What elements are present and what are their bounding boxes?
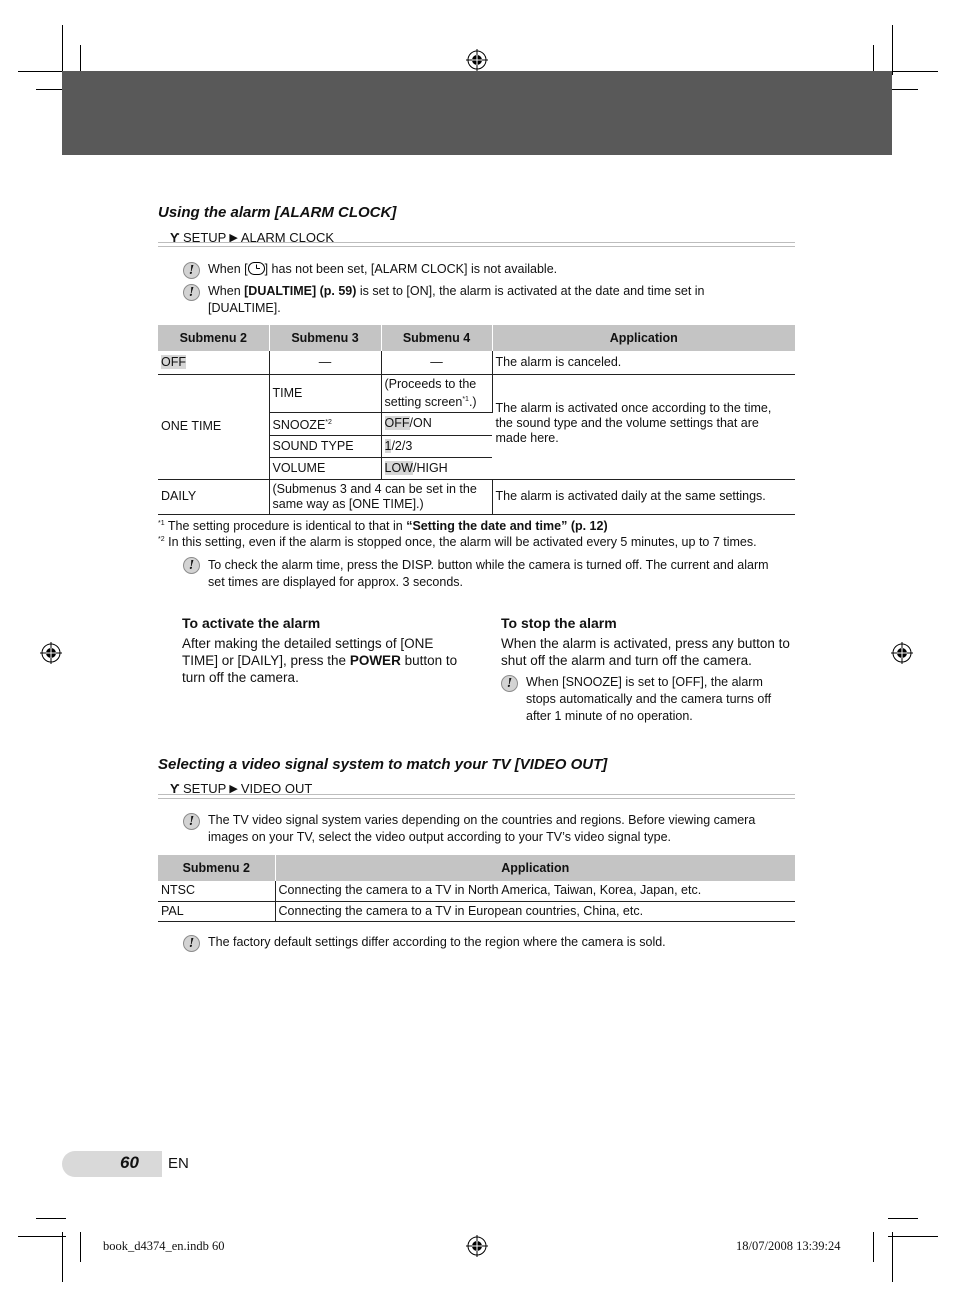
table-cell: Connecting the camera to a TV in North America, Taiwan, Korea, Japan, etc. xyxy=(275,881,795,901)
table-row xyxy=(158,881,795,901)
caution-note xyxy=(183,934,788,952)
power-key-label: POWER xyxy=(349,653,401,668)
stop-text: When the alarm is activated, press any button to shut off the alarm and turn off the camera. xyxy=(501,636,790,668)
table-cell: TIME xyxy=(269,374,381,412)
table-row xyxy=(158,351,795,374)
note-text: The factory default settings differ according to the region where the camera is sold. xyxy=(208,935,666,949)
default-value: LOW xyxy=(384,460,413,475)
path-rule xyxy=(158,794,795,799)
table-cell xyxy=(158,351,269,374)
path-setup-label: SETUP xyxy=(183,781,227,796)
caution-note xyxy=(183,556,778,591)
table-header: Submenu 3 xyxy=(269,325,381,351)
registration-mark-icon xyxy=(40,642,62,664)
footnote-mark: *1 xyxy=(158,519,165,527)
setup-wrench-icon: Ƴ xyxy=(170,781,181,796)
table-row xyxy=(158,479,795,514)
note-text: is set to [ON], the alarm is activated at the date and time set in [DUALTIME]. xyxy=(208,284,705,315)
footnote-reference: “Setting the date and time” (p. 12) xyxy=(406,519,608,533)
table-cell: The alarm is activated once according to the time, the sound type and the volume settings that are made here. xyxy=(492,374,795,479)
page-number: 60 xyxy=(120,1153,139,1172)
table-cell xyxy=(381,374,492,412)
path-item-label: VIDEO OUT xyxy=(240,781,313,796)
note-text: When [SNOOZE] is set to [OFF], the alarm stops automatically and the camera turns off after 1 minute of no operation. xyxy=(526,675,772,723)
crop-mark xyxy=(888,1236,938,1237)
body-text: After making the detailed settings of [ONE TIME] or [DAILY], press the xyxy=(182,636,434,668)
path-setup-label: SETUP xyxy=(183,230,227,245)
table-cell xyxy=(381,412,492,435)
footnote xyxy=(158,519,608,533)
footnote xyxy=(158,535,757,549)
table-cell: The alarm is canceled. xyxy=(492,351,795,374)
crop-mark xyxy=(18,1236,66,1237)
path-item-label: ALARM CLOCK xyxy=(240,230,335,245)
table-header-row xyxy=(158,325,795,351)
cell-text: .) xyxy=(468,394,477,409)
page-number-pill xyxy=(62,1151,162,1177)
table-cell: PAL xyxy=(158,901,275,921)
table-cell: DAILY xyxy=(158,479,269,514)
footnote-ref: *1 xyxy=(462,395,469,403)
crop-mark xyxy=(36,1218,66,1219)
table-cell xyxy=(269,412,381,435)
default-value: OFF xyxy=(161,354,186,369)
registration-mark-icon xyxy=(466,1235,488,1257)
cell-text: /2/3 xyxy=(391,438,413,453)
default-value: OFF xyxy=(384,416,410,431)
caution-icon: ! xyxy=(501,675,518,692)
cell-text: /ON xyxy=(409,416,432,431)
stop-heading: To stop the alarm xyxy=(501,615,617,631)
table-header: Application xyxy=(492,325,795,351)
caution-icon: ! xyxy=(183,813,200,830)
caution-note xyxy=(183,812,788,846)
table-header: Application xyxy=(275,855,795,881)
table-cell: (Submenus 3 and 4 can be set in the same way as [ONE TIME].) xyxy=(269,479,492,514)
caution-icon: ! xyxy=(183,262,200,279)
header-band xyxy=(62,71,892,155)
registration-mark-icon xyxy=(891,642,913,664)
section-title-video: Selecting a video signal system to match your TV [VIDEO OUT] xyxy=(158,756,608,773)
slug-datetime: 18/07/2008 13:39:24 xyxy=(736,1239,841,1253)
caution-icon: ! xyxy=(183,284,200,301)
caution-icon: ! xyxy=(183,557,200,574)
clock-icon xyxy=(248,262,265,275)
activate-text xyxy=(182,635,462,686)
table-cell: NTSC xyxy=(158,881,275,901)
crop-mark xyxy=(873,1232,874,1262)
path-arrow-icon: ▶ xyxy=(229,232,238,244)
slug-file: book_d4374_en.indb 60 xyxy=(103,1239,225,1253)
body-text: button to turn off the camera. xyxy=(182,653,458,685)
crop-mark xyxy=(62,25,63,75)
table-cell: — xyxy=(269,351,381,374)
registration-mark-icon xyxy=(466,49,488,71)
note-text: When xyxy=(208,284,245,298)
note-text: button while the camera is turned off. The current and alarm set times are displayed for approx. 3 seconds. xyxy=(208,558,769,589)
activate-heading: To activate the alarm xyxy=(182,615,321,631)
page-language: EN xyxy=(168,1155,189,1172)
table-header: Submenu 2 xyxy=(158,855,275,881)
section-title-alarm: Using the alarm [ALARM CLOCK] xyxy=(158,204,397,221)
note-text: To check the alarm time, press the xyxy=(208,558,402,572)
table-cell: ONE TIME xyxy=(158,374,269,479)
cell-text: /HIGH xyxy=(412,460,448,475)
table-cell: SOUND TYPE xyxy=(269,435,381,457)
video-table xyxy=(158,855,795,922)
crop-mark xyxy=(18,71,66,72)
table-cell: VOLUME xyxy=(269,457,381,479)
caution-note xyxy=(501,674,791,725)
note-text: When [ xyxy=(208,262,248,276)
crop-mark xyxy=(892,25,893,75)
note-reference: [DUALTIME] (p. 59) xyxy=(244,284,357,298)
crop-mark xyxy=(892,1232,893,1282)
caution-icon: ! xyxy=(183,935,200,952)
table-row xyxy=(158,374,795,412)
default-value: 1 xyxy=(384,438,392,453)
cell-text: (Proceeds to the setting screen xyxy=(384,376,477,409)
path-arrow-icon: ▶ xyxy=(229,783,238,795)
footnote-mark: *2 xyxy=(158,535,165,543)
crop-mark xyxy=(888,71,938,72)
crop-mark xyxy=(888,89,918,90)
table-header: Submenu 2 xyxy=(158,325,269,351)
footnote-text: In this setting, even if the alarm is stopped once, the alarm will be activated every 5 minutes, up to 7 times. xyxy=(168,535,757,549)
table-cell: — xyxy=(381,351,492,374)
table-row xyxy=(158,901,795,921)
caution-note xyxy=(183,283,743,317)
path-rule xyxy=(158,242,795,247)
table-cell: The alarm is activated daily at the same settings. xyxy=(492,479,795,514)
table-header-row xyxy=(158,855,795,881)
cell-text: SNOOZE xyxy=(272,417,326,432)
crop-mark xyxy=(888,1218,918,1219)
table-header: Submenu 4 xyxy=(381,325,492,351)
note-text: The TV video signal system varies depending on the countries and regions. Before viewing camera images on your TV, select the video output according to your TV’s video signal type. xyxy=(208,813,756,844)
footnote-ref: *2 xyxy=(325,418,332,426)
footnote-text: The setting procedure is identical to that in xyxy=(167,519,407,533)
disp-key-label: DISP. xyxy=(401,557,435,572)
table-cell xyxy=(381,457,492,479)
alarm-table xyxy=(158,325,795,515)
crop-mark xyxy=(62,1232,63,1282)
caution-note xyxy=(183,261,793,279)
table-cell: Connecting the camera to a TV in European countries, China, etc. xyxy=(275,901,795,921)
setup-wrench-icon: Ƴ xyxy=(170,230,181,245)
note-text: ] has not been set, [ALARM CLOCK] is not available. xyxy=(264,262,558,276)
table-cell xyxy=(381,435,492,457)
crop-mark xyxy=(80,1232,81,1262)
